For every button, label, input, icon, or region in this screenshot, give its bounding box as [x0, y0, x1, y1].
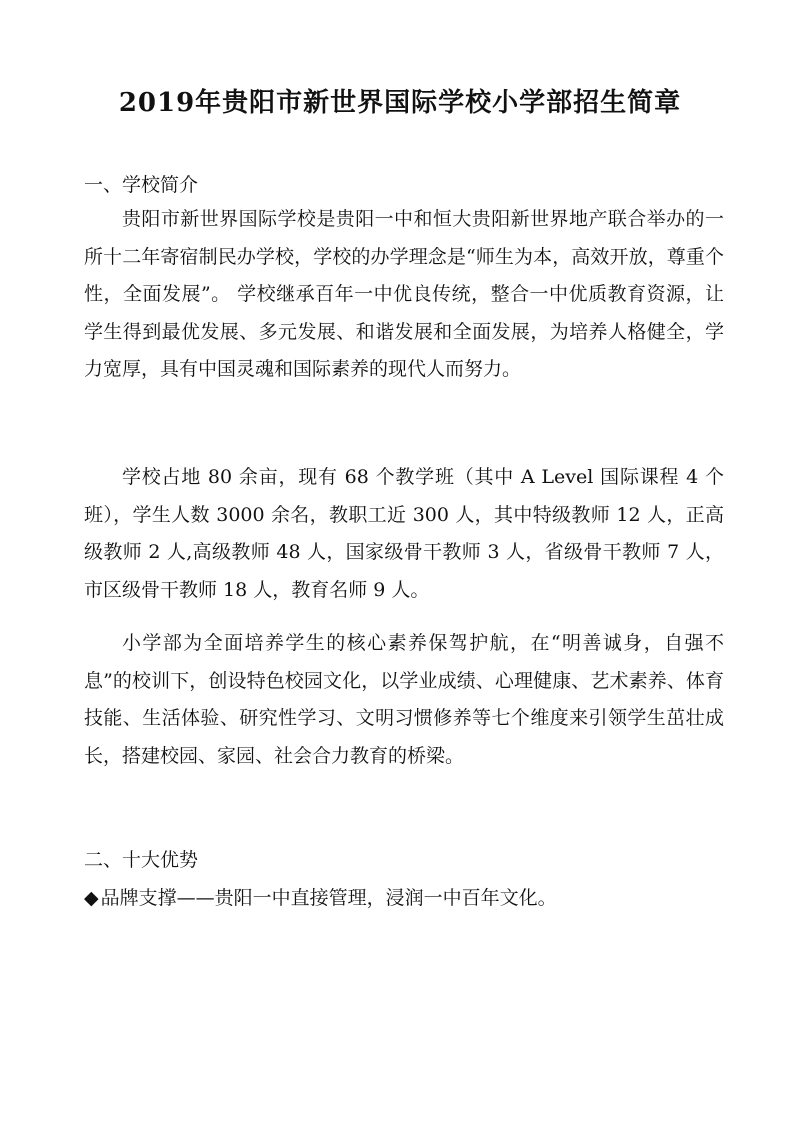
paragraph-primary-division: 小学部为全面培养学生的核心素养保驾护航，在“明善诚身，自强不息”的校训下，创设特色校园文化，以学业成绩、心理健康、艺术素养、体育技能、生活体验、研究性学习、文明习惯修养等七个维度来引领学生茁壮成长，搭建校园、家园、社会合力教育的桥梁。 — [84, 632, 724, 767]
bullet-item-text: 品牌支撑——贵阳一中直接管理，浸润一中百年文化。 — [100, 887, 557, 909]
page-title: 2019年贵阳市新世界国际学校小学部招生简章 — [118, 88, 682, 118]
paragraph-school-stats: 学校占地 80 余亩，现有 68 个教学班（其中 A Level 国际课程 4 个班），学生人数 3000 余名，教职工近 300 人，其中特级教师 12 人，正高级教师 2 人,高级教师 48 人，国家级骨干教师 3 人，省级骨干教师 7 人，市区级骨干教师 18 人，教育名师 9 人。 — [84, 466, 724, 601]
section-heading-advantages: 二、十大优势 — [84, 849, 199, 871]
section-heading-intro: 一、学校简介 — [84, 174, 199, 196]
paragraph-school-overview: 贵阳市新世界国际学校是贵阳一中和恒大贵阳新世界地产联合举办的一所十二年寄宿制民办学校，学校的办学理念是“师生为本，高效开放，尊重个性，全面发展”。 学校继承百年一中优良传统，整合一中优质教育资源，让学生得到最优发展、多元发展、和谐发展和全面发展，为培养人格健全，学力宽厚，具有中国灵魂和国际素养的现代人而努力。 — [84, 208, 724, 380]
bullet-item — [84, 883, 734, 910]
diamond-bullet-icon: ◆ — [84, 887, 99, 909]
